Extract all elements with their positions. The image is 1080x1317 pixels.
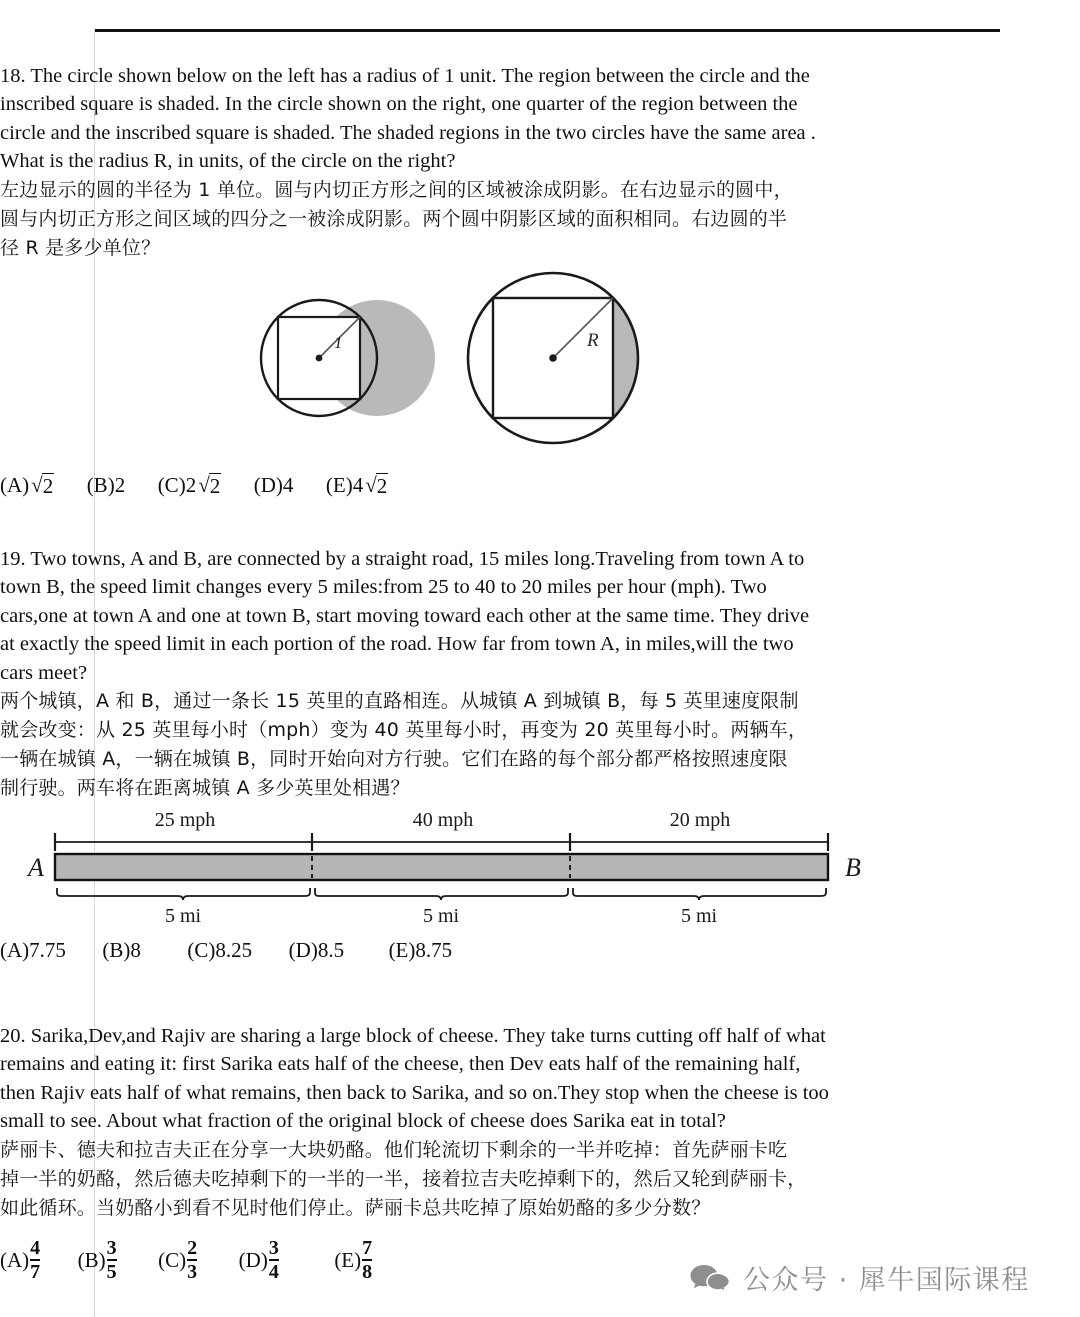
q19-zh-line-4: 制行驶。两车将在距离城镇 A 多少英里处相遇？: [0, 777, 410, 800]
q20-choice-e-letter: (E): [334, 1248, 362, 1272]
q20-choice-b[interactable]: [78, 1238, 118, 1283]
left-center-dot: [316, 355, 323, 362]
question-19-block: [0, 545, 900, 803]
right-center-dot: [549, 354, 557, 362]
q20-choice-b-letter: (B): [77, 1248, 106, 1272]
q19-choice-e[interactable]: [389, 938, 453, 963]
q20-choice-a-letter: (A): [0, 1248, 30, 1272]
segment-3-distance-label: 5 mi: [680, 905, 718, 927]
segment-2-speed-label: 40 mph: [412, 809, 474, 831]
q18-choice-c-coefficient: 2: [185, 473, 197, 497]
q18-choice-d-letter: (D): [253, 473, 283, 497]
q20-en-line-4: small to see. About what fraction of the original block of cheese does Sarika eat in total?: [0, 1110, 726, 1133]
q20-choice-c-letter: (C): [158, 1248, 187, 1272]
q19-en-line-4: at exactly the speed limit in each portion of the road. How far from town A, in miles,will the two: [0, 633, 794, 656]
q18-choice-c-value: √2: [198, 473, 221, 498]
q18-choice-e[interactable]: [326, 472, 388, 498]
q18-en-line-4: What is the radius R, in units, of the circle on the right?: [0, 150, 456, 173]
q19-choice-b-value: 8: [130, 938, 141, 962]
q19-choice-c[interactable]: [187, 938, 252, 963]
q20-choice-e-fraction: $\frac{7}{8}$: [362, 1237, 373, 1283]
footer-watermark-text: 公众号 · 犀牛国际课程: [743, 1265, 1030, 1296]
q19-en-line-3: cars,one at town A and one at town B, start moving toward each other at the same time. They drive: [0, 604, 810, 627]
q19-choice-d[interactable]: [289, 938, 344, 963]
q19-choice-e-value: 8.75: [415, 938, 453, 962]
q19-choice-c-value: 8.25: [215, 938, 253, 962]
q20-en-line-1: 20. Sarika,Dev,and Rajiv are sharing a large block of cheese. They take turns cutting off half of what: [0, 1025, 826, 1047]
road-endpoint-label-b: B: [845, 853, 861, 882]
q20-choice-a[interactable]: [0, 1238, 41, 1283]
q20-choice-a-fraction: $\frac{4}{7}$: [30, 1237, 41, 1283]
q18-zh-line-1: 左边显示的圆的半径为 1 单位。圆与内切正方形之间的区域被涂成阴影。在右边显示的圆中，: [0, 178, 793, 201]
q20-en-line-3: then Rajiv eats half of what remains, then back to Sarika, and so on.They stop when the cheese is too: [0, 1081, 829, 1104]
q18-choice-b-letter: (B): [86, 473, 115, 497]
q20-en-line-2: remains and eating it: first Sarika eats half of the cheese, then Dev eats half of the remaining half,: [0, 1053, 801, 1076]
q19-choice-d-letter: (D): [288, 938, 318, 962]
q20-zh-line-2: 掉一半的奶酪，然后德夫吃掉剩下的一半的一半，接着拉吉夫吃掉剩下的，然后又轮到萨丽卡，: [0, 1167, 807, 1190]
q20-choice-d-letter: (D): [238, 1248, 268, 1272]
q19-zh-line-2: 就会改变：从 25 英里每小时（mph）变为 40 英里每小时，再变为 20 英里每小时。两辆车，: [0, 719, 808, 742]
q19-zh-line-1: 两个城镇，A 和 B，通过一条长 15 英里的直路相连。从城镇 A 到城镇 B，每 5 英里速度限制: [0, 690, 799, 713]
q20-choice-c[interactable]: [158, 1238, 198, 1283]
q19-choice-e-letter: (E): [388, 938, 416, 962]
q20-choice-b-fraction: $\frac{3}{5}$: [106, 1237, 117, 1283]
q20-zh-line-1: 萨丽卡、德夫和拉吉夫正在分享一大块奶酪。他们轮流切下剩余的一半并吃掉：首先萨丽卡吃: [0, 1138, 788, 1161]
question-18-block: [0, 62, 900, 263]
left-circle-group: [261, 300, 435, 416]
q18-zh-line-3: 径 R 是多少单位？: [0, 236, 161, 259]
segment-1-speed-label: 25 mph: [154, 809, 216, 831]
road-endpoint-label-a: A: [28, 853, 44, 882]
q18-choice-b[interactable]: [87, 473, 126, 498]
road-diagram-svg: [0, 800, 900, 930]
q19-choice-d-value: 8.5: [317, 938, 345, 962]
q20-choice-d[interactable]: [239, 1238, 280, 1283]
q18-en-line-1: 18. The circle shown below on the left has a radius of 1 unit. The region between the circle and the: [0, 65, 810, 87]
road-bar: [55, 854, 828, 880]
q19-choice-c-letter: (C): [187, 938, 216, 962]
q18-choice-e-letter: (E): [325, 473, 353, 497]
q20-zh-line-3: 如此循环。当奶酪小到看不见时他们停止。萨丽卡总共吃掉了原始奶酪的多少分数？: [0, 1196, 711, 1219]
segment-2-distance-label: 5 mi: [422, 905, 460, 927]
q19-choice-a-letter: (A): [0, 938, 30, 962]
segment-3-speed-label: 20 mph: [669, 809, 731, 831]
q18-choice-e-value: √2: [365, 473, 388, 498]
q18-choice-a-letter: (A): [0, 473, 30, 497]
q19-choice-a-value: 7.75: [29, 938, 66, 962]
q20-choice-c-fraction: $\frac{2}{3}$: [187, 1237, 198, 1283]
q19-zh-line-3: 一辆在城镇 A，一辆在城镇 B，同时开始向对方行驶。它们在路的每个部分都严格按照速度限: [0, 748, 788, 771]
q20-choice-d-fraction: $\frac{3}{4}$: [268, 1237, 279, 1283]
two-circles-figure-svg: [0, 258, 900, 458]
q19-choices: [0, 938, 900, 963]
q18-en-line-2: inscribed square is shaded. In the circle shown on the right, one quarter of the region between the: [0, 93, 798, 116]
q18-en-line-3: circle and the inscribed square is shaded. The shaded regions in the two circles have the same area .: [0, 121, 816, 144]
footer-watermark: [690, 1258, 1030, 1297]
page-top-rule: [95, 29, 1000, 32]
wechat-bubbles-icon: [690, 1263, 730, 1293]
q18-choice-c[interactable]: [158, 472, 222, 498]
q18-choice-e-coefficient: 4: [352, 473, 364, 497]
question-20-block: [0, 1022, 900, 1223]
q19-en-line-2: town B, the speed limit changes every 5 miles:from 25 to 40 to 20 miles per hour (mph). Two: [0, 576, 767, 599]
right-circle-group: [468, 273, 638, 443]
segment-1-distance-label: 5 mi: [164, 905, 202, 927]
q18-choice-c-letter: (C): [157, 473, 186, 497]
q18-zh-line-2: 圆与内切正方形之间区域的四分之一被涂成阴影。两个圆中阴影区域的面积相同。右边圆的半: [0, 207, 788, 230]
right-shaded-region: [613, 298, 638, 418]
q18-choice-a-value: √2: [31, 473, 54, 498]
left-radius-label: 1: [334, 333, 343, 352]
q18-choice-b-value: 2: [114, 473, 126, 497]
top-ruler: [55, 833, 828, 851]
q19-en-line-5: cars meet?: [0, 661, 88, 684]
q18-choice-d-value: 4: [282, 473, 294, 497]
q19-choice-b[interactable]: [102, 938, 141, 963]
q18-choice-d[interactable]: [254, 473, 294, 498]
q20-choice-e[interactable]: [334, 1238, 373, 1283]
q18-choice-a[interactable]: [0, 472, 54, 498]
q19-choice-a[interactable]: [0, 938, 66, 963]
q18-figure: [0, 258, 900, 458]
right-radius-line: [553, 298, 613, 358]
q18-choices: [0, 472, 900, 498]
q19-figure: [0, 800, 900, 930]
q19-choice-b-letter: (B): [102, 938, 131, 962]
right-radius-label: R: [587, 330, 599, 351]
bottom-braces: [57, 888, 826, 900]
q19-en-line-1: 19. Two towns, A and B, are connected by a straight road, 15 miles long.Traveling from town A to: [0, 548, 805, 570]
